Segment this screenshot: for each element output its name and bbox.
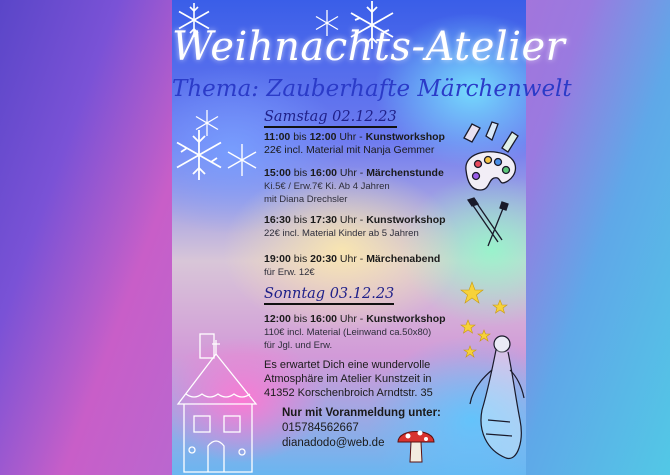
event-item: 16:30 bis 17:30 Uhr - Kunstworkshop 22€ incl. Material Kinder ab 5 Jahren	[264, 214, 446, 239]
contact-heading: Nur mit Voranmeldung unter:	[282, 407, 441, 419]
house-illustration-icon	[172, 330, 264, 475]
mushroom-icon	[394, 422, 438, 466]
poster-title: Weihnachts-Atelier	[172, 24, 566, 70]
event-item: 12:00 bis 16:00 Uhr - Kunstworkshop 110€ incl. Material (Leinwand ca.50x80) für Jgl. und Erw.	[264, 313, 446, 351]
event-item: 11:00 bis 12:00 Uhr - Kunstworkshop 22€ incl. Material mit Nanja Gemmer	[264, 131, 445, 156]
snowflake-icon	[224, 142, 260, 178]
event-item: 15:00 bis 16:00 Uhr - Märchenstunde Ki.5€ / Erw.7€ Ki. Ab 4 Jahren mit Diana Drechsler	[264, 167, 444, 205]
fairy-illustration-icon	[462, 330, 526, 470]
day-label-sunday: Sonntag 03.12.23	[264, 287, 394, 305]
poster-subtitle: Thema: Zauberhafte Märchenwelt	[172, 76, 572, 102]
contact-email: dianadodo@web.de	[282, 437, 385, 449]
event-poster	[172, 0, 572, 475]
day-label-saturday: Samstag 02.12.23	[264, 110, 397, 128]
event-item: 19:00 bis 20:30 Uhr - Märchenabend für Erw. 12€	[264, 253, 441, 278]
snowflake-icon	[192, 108, 222, 138]
venue-note: Es erwartet Dich eine wundervolle Atmosphäre im Atelier Kunstzeit in 41352 Korschenbroich Arndtstr. 35	[264, 359, 433, 399]
contact-phone: 015784562667	[282, 422, 359, 434]
paint-palette-icon	[458, 118, 522, 254]
